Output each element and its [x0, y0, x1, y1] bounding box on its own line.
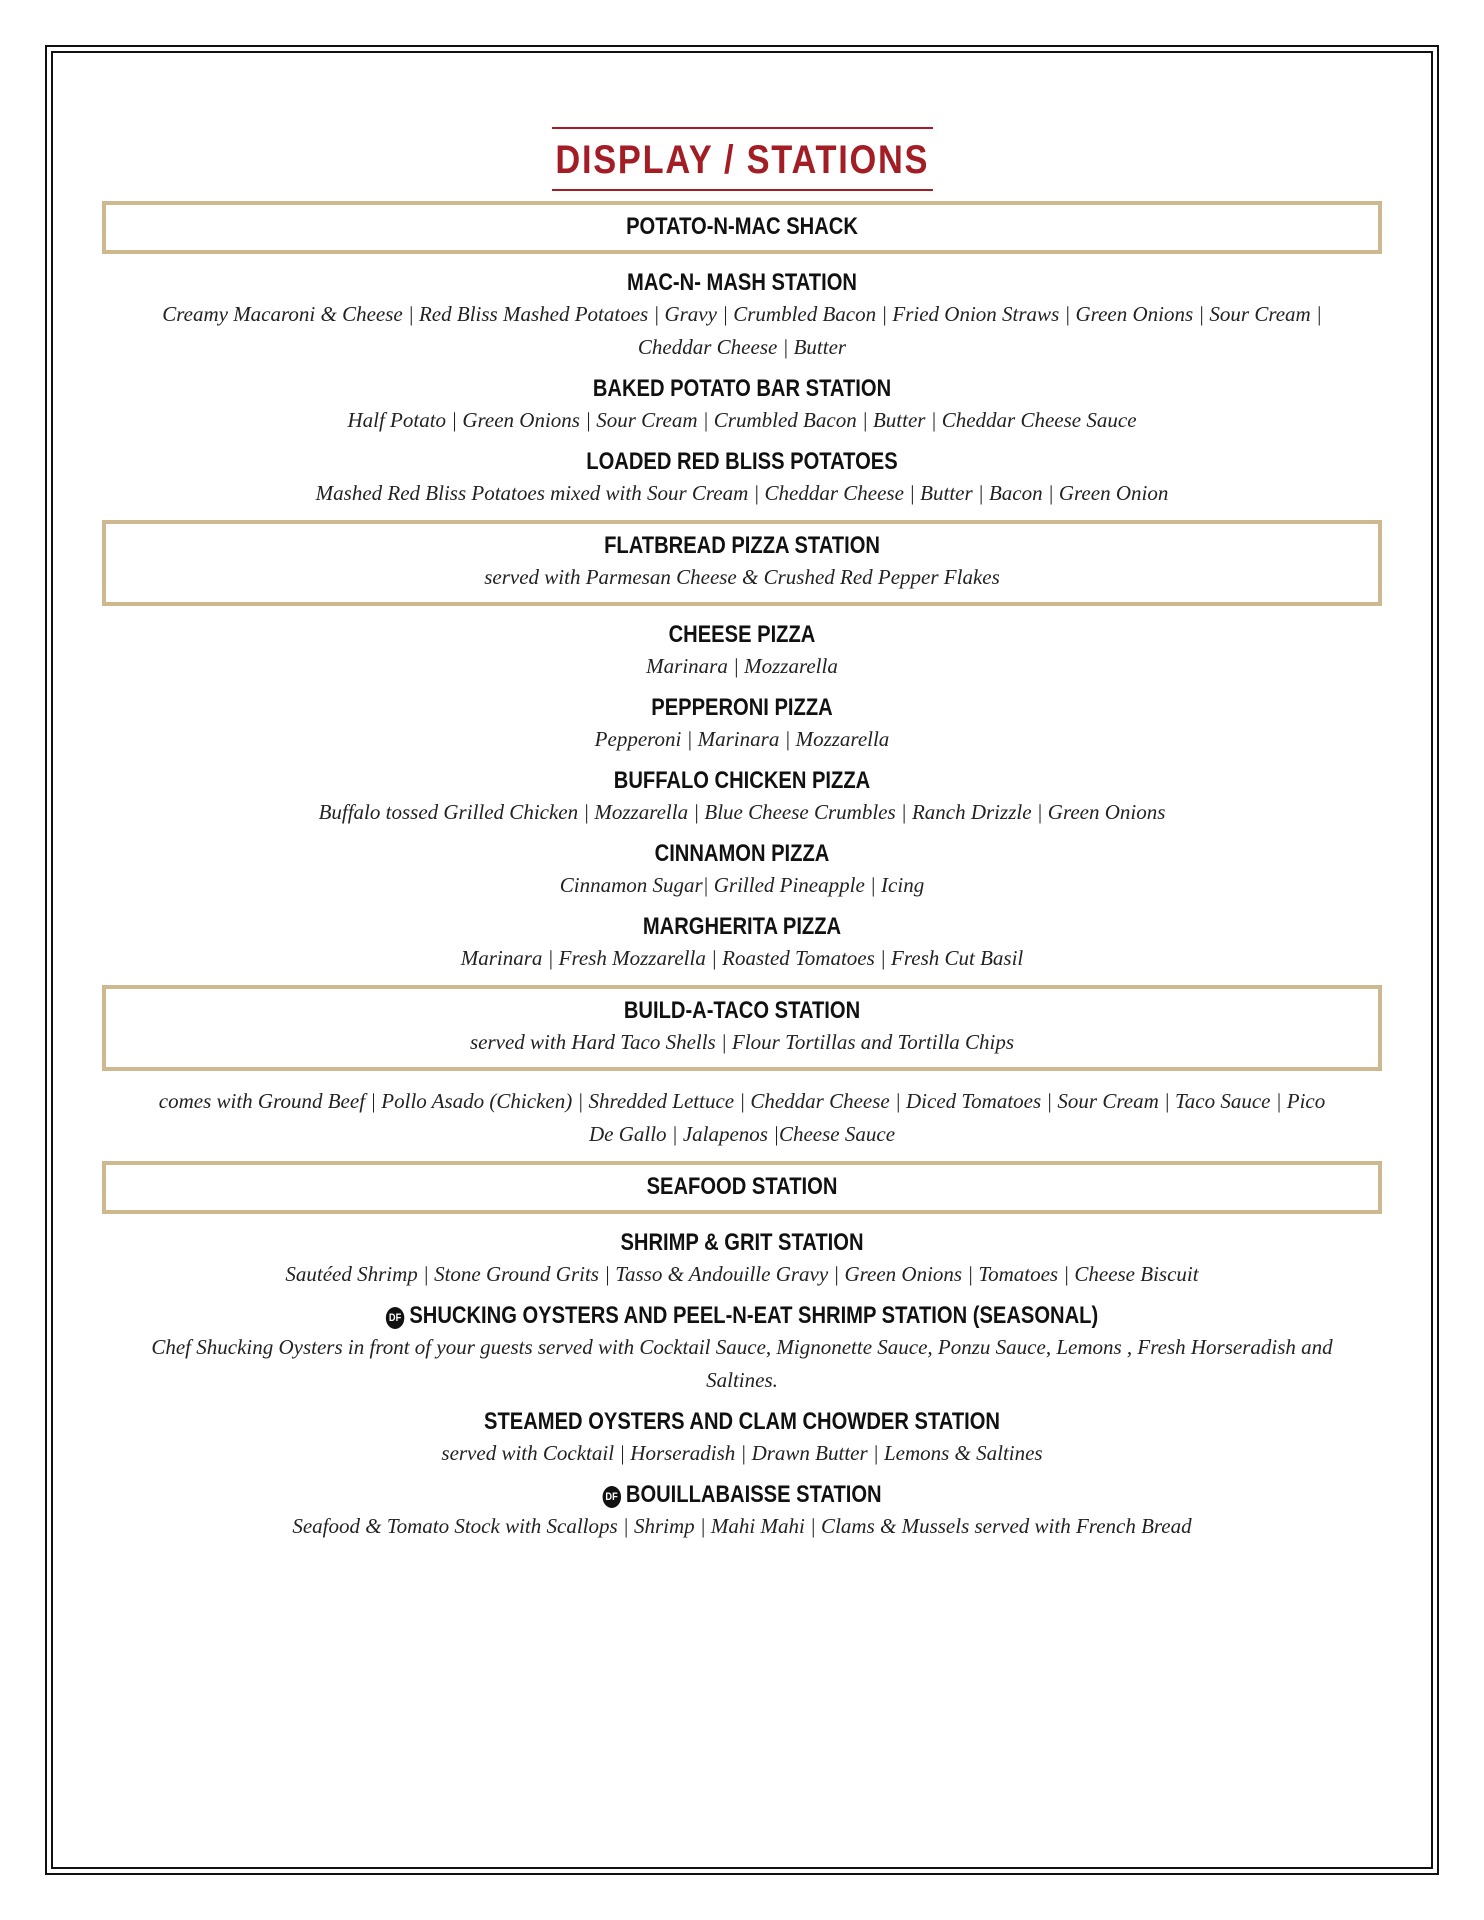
- item-description: [102, 298, 1382, 364]
- item-title: PEPPERONI PIZZA: [651, 694, 833, 721]
- menu-item: [102, 693, 1382, 756]
- menu-item: [102, 912, 1382, 975]
- item-title: MAC-N- MASH STATION: [627, 269, 857, 296]
- menu-item: [102, 620, 1382, 683]
- section-title: FLATBREAD PIZZA STATION: [604, 532, 880, 559]
- item-title: BOUILLABAISSE STATION: [625, 1481, 882, 1508]
- section-title: SEAFOOD STATION: [646, 1173, 838, 1200]
- section-description-line: comes with Ground Beef | Pollo Asado (Chicken) | Shredded Lettuce | Cheddar Cheese | Diced Tomatoes | Sour Cream | Taco Sauce | Pico: [158, 1089, 1326, 1113]
- menu-item: [102, 268, 1382, 364]
- item-title-row: [204, 1480, 1279, 1510]
- page-title: DISPLAY / STATIONS: [552, 127, 933, 191]
- section-subtitle: served with Parmesan Cheese & Crushed Red Pepper Flakes: [484, 565, 1000, 589]
- section-title: POTATO-N-MAC SHACK: [626, 213, 858, 240]
- item-description: Mashed Red Bliss Potatoes mixed with Sour Cream | Cheddar Cheese | Butter | Bacon | Green Onion: [315, 481, 1169, 505]
- section-header-seafood: [102, 1161, 1382, 1214]
- section-description-line: De Gallo | Jalapenos |Cheese Sauce: [588, 1122, 896, 1146]
- section-header-potato: [102, 201, 1382, 254]
- item-description: Marinara | Mozzarella: [646, 654, 838, 678]
- item-title: CINNAMON PIZZA: [654, 840, 830, 867]
- item-description: Cinnamon Sugar| Grilled Pineapple | Icing: [559, 873, 925, 897]
- menu-content: [102, 127, 1382, 1543]
- item-title: SHUCKING OYSTERS AND PEEL-N-EAT SHRIMP STATION (SEASONAL): [409, 1302, 1099, 1329]
- item-description-line: Chef Shucking Oysters in front of your guests served with Cocktail Sauce, Mignonette Sauce, Ponzu Sauce, Lemons , Fresh Horseradish and: [151, 1335, 1333, 1359]
- menu-item: [102, 1228, 1382, 1291]
- menu-item: [102, 839, 1382, 902]
- section-header-pizza: [102, 520, 1382, 606]
- menu-item: [102, 1407, 1382, 1470]
- item-description: Buffalo tossed Grilled Chicken | Mozzarella | Blue Cheese Crumbles | Ranch Drizzle | Green Onions: [318, 800, 1166, 824]
- menu-item: [102, 374, 1382, 437]
- dairy-free-icon: DF: [602, 1486, 620, 1508]
- dairy-free-icon: DF: [386, 1307, 404, 1329]
- section-subtitle: served with Hard Taco Shells | Flour Tortillas and Tortilla Chips: [469, 1030, 1015, 1054]
- item-description-line: Creamy Macaroni & Cheese | Red Bliss Mashed Potatoes | Gravy | Crumbled Bacon | Fried Onion Straws | Green Onions | Sour Cream |: [162, 302, 1322, 326]
- section-header-taco: [102, 985, 1382, 1071]
- item-description: Seafood & Tomato Stock with Scallops | Shrimp | Mahi Mahi | Clams & Mussels served with French Bread: [292, 1514, 1192, 1538]
- item-description-line: Saltines.: [706, 1368, 778, 1392]
- section-title: BUILD-A-TACO STATION: [623, 997, 861, 1024]
- item-title: BUFFALO CHICKEN PIZZA: [613, 767, 871, 794]
- item-description: Pepperoni | Marinara | Mozzarella: [594, 727, 890, 751]
- menu-item: [102, 447, 1382, 510]
- section-description: [102, 1085, 1382, 1151]
- item-description: Sautéed Shrimp | Stone Ground Grits | Tasso & Andouille Gravy | Green Onions | Tomatoes | Cheese Biscuit: [285, 1262, 1199, 1286]
- menu-item: [102, 766, 1382, 829]
- item-description: served with Cocktail | Horseradish | Drawn Butter | Lemons & Saltines: [441, 1441, 1043, 1465]
- menu-item: [102, 1480, 1382, 1543]
- item-description-line: Cheddar Cheese | Butter: [637, 335, 847, 359]
- item-title: MARGHERITA PIZZA: [642, 913, 842, 940]
- item-description: Half Potato | Green Onions | Sour Cream | Crumbled Bacon | Butter | Cheddar Cheese Sauce: [347, 408, 1137, 432]
- item-title: SHRIMP & GRIT STATION: [620, 1229, 864, 1256]
- item-title-row: [204, 1301, 1279, 1331]
- menu-item: [102, 1301, 1382, 1397]
- item-title: LOADED RED BLISS POTATOES: [586, 448, 898, 475]
- item-title: BAKED POTATO BAR STATION: [592, 375, 892, 402]
- item-title: CHEESE PIZZA: [668, 621, 816, 648]
- item-description: Marinara | Fresh Mozzarella | Roasted Tomatoes | Fresh Cut Basil: [460, 946, 1024, 970]
- item-description: [102, 1331, 1382, 1397]
- item-title: STEAMED OYSTERS AND CLAM CHOWDER STATION: [484, 1408, 1000, 1435]
